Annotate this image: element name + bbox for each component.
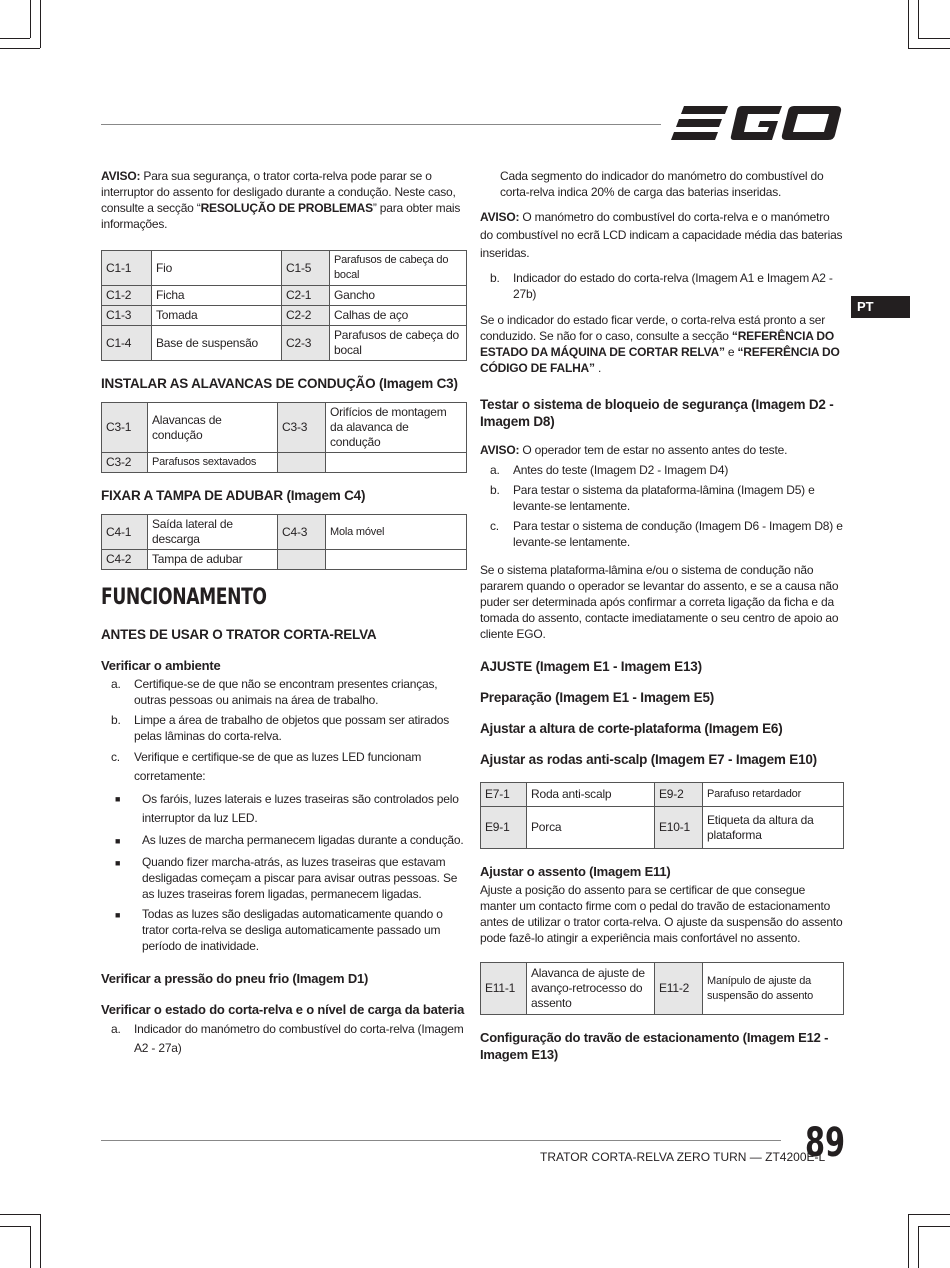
crop-mark (30, 1226, 31, 1268)
crop-mark (908, 1214, 909, 1268)
header-rule (101, 124, 661, 125)
list-item: a. Indicador do manómetro do combustível do corta-relva (Imagem A2 - 27a) (111, 1022, 464, 1055)
aviso-label: AVISO: (480, 443, 520, 457)
paragraph-assento: Ajuste a posição do assento para se certificar de que consegue manter um contacto firme com o pedal do travão de estacionamento antes de utilizar o trator corta-relva. O ajuste da suspensão do assento pode fazê-lo atingir a experiência mais confortável no assento. (480, 883, 843, 945)
table-row: C3-2 Parafusos sextavados (102, 453, 467, 473)
list-item: c. Verifique e certifique-se de que as luzes LED funcionam corretamente: (111, 750, 422, 783)
heading-verificar-estado: Verificar o estado do corta-relva e o nível de carga da bateria (101, 1002, 465, 1017)
bullet-square-icon: ■ (115, 836, 121, 846)
bullet-square-icon: ■ (115, 910, 121, 920)
crop-mark (0, 38, 30, 39)
bullet-square-icon: ■ (115, 794, 121, 804)
crop-mark (908, 48, 950, 49)
crop-mark (918, 38, 950, 39)
heading-antes-de-usar: ANTES DE USAR O TRATOR CORTA-RELVA (101, 627, 377, 642)
parts-table-c4 (101, 514, 467, 570)
aviso-operador: AVISO: O operador tem de estar no assento antes do teste. (480, 443, 788, 457)
heading-rodas: Ajustar as rodas anti-scalp (Imagem E7 - Imagem E10) (480, 752, 817, 767)
crop-mark (40, 0, 41, 48)
footer-rule (101, 1140, 781, 1141)
aviso-label: AVISO: (480, 210, 520, 224)
crop-mark (0, 1226, 30, 1227)
list-item: b. Para testar o sistema da plataforma-lâmina (Imagem D5) e levante-se lentamente. (490, 483, 815, 513)
list-item: a. Certifique-se de que não se encontram presentes crianças, outras pessoas ou animais na área de trabalho. (111, 677, 438, 707)
table-row: E11-1 Alavanca de ajuste de avanço-retrocesso do assento E11-2 Manípulo de ajuste da suspensão do assento (481, 963, 844, 1015)
crop-mark (0, 48, 40, 49)
heading-preparacao: Preparação (Imagem E1 - Imagem E5) (480, 690, 715, 705)
table-row: C4-2 Tampa de adubar (102, 550, 467, 570)
left-column (101, 168, 467, 1062)
heading-altura: Ajustar a altura de corte-plataforma (Imagem E6) (480, 721, 783, 736)
aviso-manometro: AVISO: O manómetro do combustível do corta-relva e o manómetro do combustível no ecrã LCD indicam a capacidade média das baterias inseridas. (480, 210, 843, 260)
crop-mark (908, 0, 909, 48)
heading-instalar-alavancas: INSTALAR AS ALAVANCAS DE CONDUÇÃO (Imagem C3) (101, 376, 458, 391)
crop-mark (0, 1214, 40, 1215)
footer-model: TRATOR CORTA-RELVA ZERO TURN — ZT4200E-L (540, 1150, 826, 1164)
crop-mark (30, 0, 31, 38)
parts-table-e7 (480, 782, 844, 849)
heading-testar-sistema: Testar o sistema de bloqueio de segurança (Imagem D2 - Imagem D8) (480, 397, 834, 429)
table-row: E9-1 Porca E10-1 Etiqueta da altura da plataforma (481, 807, 844, 849)
parts-table-c3 (101, 402, 467, 473)
heading-verificar-pressao: Verificar a pressão do pneu frio (Imagem D1) (101, 971, 369, 986)
parts-table-c1 (101, 250, 467, 361)
language-tab: PT (851, 296, 910, 318)
table-row: C4-1 Saída lateral de descarga C4-3 Mola móvel (102, 515, 467, 550)
bullet-item: ■ Todas as luzes são desligadas automaticamente quando o trator corta-relva se desliga automaticamente passado um período de inatividade. (101, 906, 467, 954)
table-row: C3-1 Alavancas de condução C3-3 Orifícios de montagem da alavanca de condução (102, 403, 467, 453)
crop-mark (918, 1226, 919, 1268)
right-column (480, 168, 844, 1065)
paragraph-sistema: Se o sistema plataforma-lâmina e/ou o sistema de condução não pararem quando o operador se levantar do assento, e se a causa não puder ser determinada após confirmar a correta ligação da ficha e da tomada do assento, contacte imediatamente o seu centro de apoio ao cliente EGO. (480, 563, 839, 641)
heading-ajuste: AJUSTE (Imagem E1 - Imagem E13) (480, 659, 702, 674)
bullet-square-icon: ■ (115, 858, 121, 868)
heading-verificar-ambiente: Verificar o ambiente (101, 658, 221, 673)
list-item: b. Indicador do estado do corta-relva (Imagem A1 e Imagem A2 - 27b) (490, 271, 833, 301)
table-row: C1-4 Base de suspensão C2-3 Parafusos de cabeça do bocal (102, 326, 467, 361)
heading-travao: Configuração do travão de estacionamento (Imagem E12 - Imagem E13) (480, 1030, 829, 1062)
heading-fixar-tampa: FIXAR A TAMPA DE ADUBAR (Imagem C4) (101, 488, 366, 503)
paragraph-estado: Se o indicador do estado ficar verde, o corta-relva está pronto a ser conduzido. Se não for o caso, consulte a secção “REFERÊNCIA DO ESTADO DA MÁQUINA DE CORTAR RELVA” e “REFERÊNCIA DO CÓDIGO DE FALHA” . (480, 313, 840, 375)
parts-table-e11 (480, 962, 844, 1015)
heading-funcionamento: FUNCIONAMENTO (101, 585, 267, 610)
heading-ajustar-assento: Ajustar o assento (Imagem E11) (480, 864, 671, 879)
list-item: c. Para testar o sistema de condução (Imagem D6 - Imagem D8) e levante-se lentamente. (490, 519, 843, 549)
crop-mark (908, 1214, 950, 1215)
table-row: C1-3 Tomada C2-2 Calhas de aço (102, 306, 467, 326)
aviso-safety: AVISO: Para sua segurança, o trator corta-relva pode parar se o interruptor do assento for desligado durante a condução. Neste caso, consulte a secção “RESOLUÇÃO DE PROBLEMAS” para obter mais informações. (101, 169, 461, 231)
list-item: a. Antes do teste (Imagem D2 - Imagem D4) (490, 463, 729, 477)
crop-mark (918, 0, 919, 38)
table-row: C1-2 Ficha C2-1 Gancho (102, 286, 467, 306)
list-item: b. Limpe a área de trabalho de objetos que possam ser atirados pelas lâminas do corta-relva. (111, 713, 450, 743)
crop-mark (40, 1214, 41, 1268)
table-row: E7-1 Roda anti-scalp E9-2 Parafuso retardador (481, 783, 844, 807)
crop-mark (918, 1226, 950, 1227)
ego-logo (670, 100, 845, 146)
page-number: 89 (805, 1120, 846, 1166)
bullet-item: ■ Quando fizer marcha-atrás, as luzes traseiras que estavam desligadas começam a piscar para avisar outras pessoas. Se as luzes traseiras forem ligadas, permanecem ligadas. (101, 854, 467, 902)
aviso-label: AVISO: (101, 169, 141, 183)
table-row: C1-1 Fio C1-5 Parafusos de cabeça do bocal (102, 251, 467, 286)
bullet-item: ■ As luzes de marcha permanecem ligadas durante a condução. (101, 832, 467, 850)
bullet-item: ■ Os faróis, luzes laterais e luzes traseiras são controlados pelo interruptor da luz LED. (101, 790, 467, 828)
paragraph-segmento: Cada segmento do indicador do manómetro do combustível do corta-relva indica 20% de carga das baterias inseridas. (500, 169, 824, 199)
